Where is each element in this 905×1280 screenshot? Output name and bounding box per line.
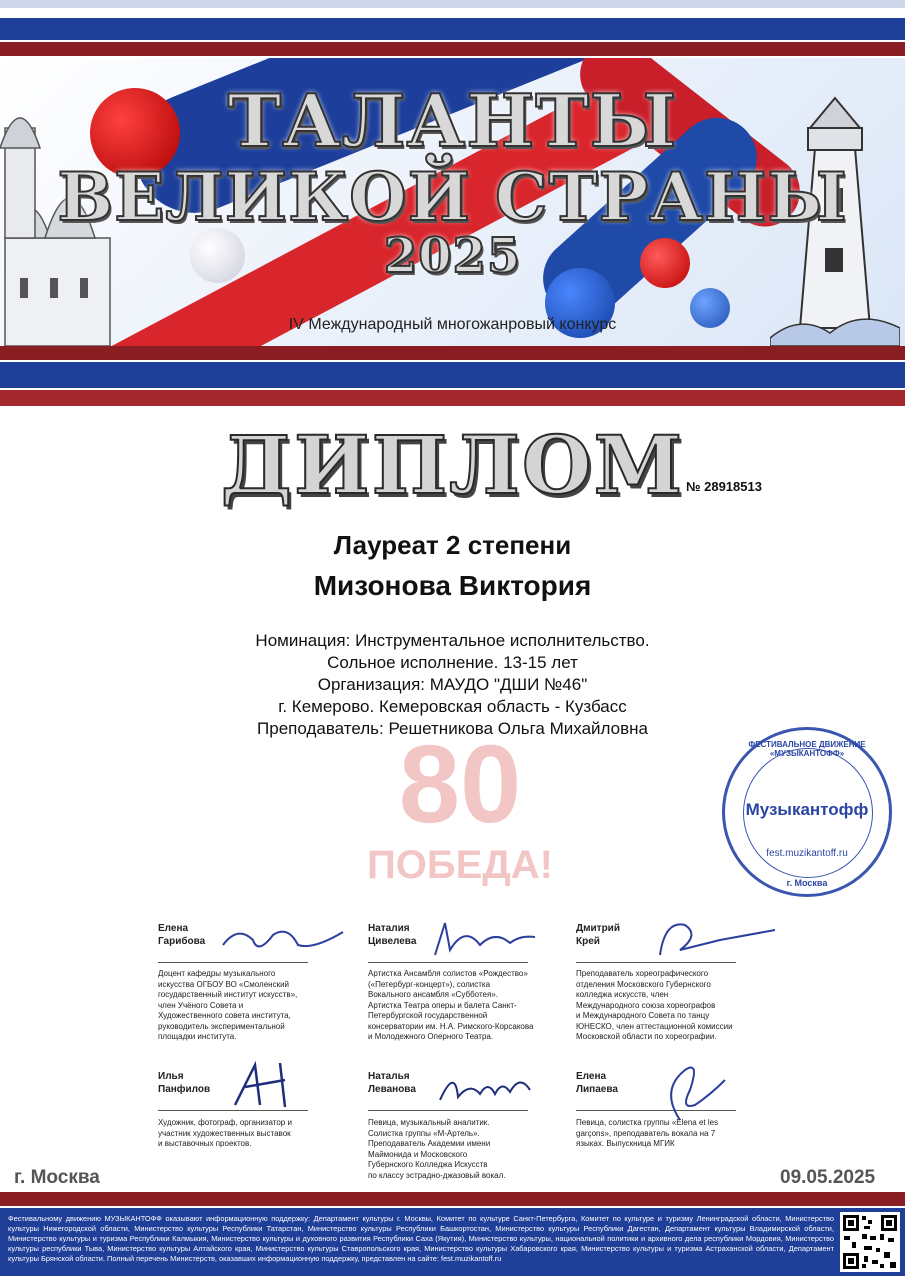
signer-name: Илья Панфилов <box>158 1071 211 1095</box>
watermark-number: 80 <box>398 723 522 846</box>
footer-support-text: Фестивальному движению МУЗЫКАНТОФФ оказывают информационную поддержку: Департамент культуры г. Москвы, Комитет по культуре Санкт-Петербурга, Комитет по культуре и туризму Ленинградской области, Министерство культуры Нижегородской области, Министерство культуры Республики Татарстан, Министерство культуры Республики Башкортостан, Министерство культуры Республики Дагестан, Департамент культуры Владимирской области, Министерство культуры и туризма Республики Калмыкия, Министерство культуры и духовного развития Республики Саха (Якутия), Министерство культуры, национальной политики и архивного дела республики Мордовия, Министерство культуры республики Тыва, Министерство культуры Алтайского края, Министерство культуры Ставропольского края, Министерство культуры Хабаровского края, Министерство культуры и туризма Астраханской области, Департамент культуры Брянской области. Полный перечень Министерств, оказавших информационную поддержку, представлен на сайте: fest.muzikantoff.ru <box>8 1214 834 1263</box>
detail-line: Номинация: Инструментальное исполнительство. <box>255 631 650 650</box>
top-stripe-blue <box>0 0 905 8</box>
mid-stripe-red <box>0 346 905 360</box>
banner-subtitle: IV Международный многожанровый конкурс <box>288 316 617 333</box>
mid-stripe-red2 <box>0 390 905 406</box>
detail-line: Преподаватель: Решетникова Ольга Михайловна <box>257 719 648 738</box>
diploma-details <box>0 630 905 740</box>
place: г. Москва <box>14 1167 100 1188</box>
issue-date: 09.05.2025 <box>780 1167 876 1188</box>
signer-desc: Художник, фотограф, организатор и участник художественных выставок и выставочных проектов. <box>158 1118 292 1148</box>
banner-year: 2025 <box>383 228 522 284</box>
signature-garibova <box>218 920 348 960</box>
watermark-text: ПОБЕДА! <box>367 843 553 887</box>
detail-line: Сольное исполнение. 13-15 лет <box>327 653 578 672</box>
detail-line: г. Кемерово. Кемеровская область - Кузбасс <box>278 697 627 716</box>
qr-code-icon[interactable] <box>840 1212 900 1272</box>
signer-desc: Преподаватель хореографического отделения Московского Губернского колледжа искусств, член Международного союза хореографов и Международного Совета по танцу ЮНЕСКО, член аттестационной комиссии Московской области по хореографии. <box>576 969 733 1041</box>
signer-name: Дмитрий Крей <box>576 923 620 947</box>
signer-name: Елена Липаева <box>576 1071 618 1095</box>
mid-stripe-navy <box>0 362 905 388</box>
organization-stamp <box>722 727 892 897</box>
signature-krey <box>650 910 780 965</box>
award-level: Лауреат 2 степени <box>333 530 572 560</box>
signature-levanova <box>430 1062 540 1107</box>
signer-name: Елена Гарибова <box>158 923 206 947</box>
signer-desc: Доцент кафедры музыкального искусства ОГБОУ ВО «Смоленский государственный институт искусств», член Учёного Совета и Художественного совета института, руководитель экспериментальной площадки института. <box>158 969 298 1041</box>
signature-tsiveleva <box>425 915 545 965</box>
signer-desc: Артистка Ансамбля солистов «Рождество» («Петербург-концерт»), солистка Вокального ансамбля «Субботея». Артистка Театра оперы и балета Санкт- Петербургской государственной консерватории им. Н.А. Римского-Корсакова и Молодежного Оперного Театра. <box>368 969 534 1041</box>
stamp-brand: Музыкантофф <box>745 800 869 819</box>
signer-name: Наталья Леванова <box>368 1071 416 1095</box>
signature-lipaeva <box>640 1050 730 1125</box>
banner-title-line2: ВЕЛИКОЙ СТРАНЫ <box>57 158 848 236</box>
signer-desc: Певица, музыкальный аналитик. Солистка группы «М-Артель». Преподаватель Академии имени Маймонида и Московского Губернского Колледжа Искусств по классу эстрадно-джазовый вокал. <box>368 1118 506 1180</box>
stamp-city: г. Москва <box>786 878 828 888</box>
recipient-name: Мизонова Виктория <box>313 570 592 601</box>
stamp-ring-text: ФЕСТИВАЛЬНОЕ ДВИЖЕНИЕ «МУЗЫКАНТОФФ» <box>748 740 866 758</box>
diploma-title: ДИПЛОМ <box>220 418 685 512</box>
stamp-site: fest.muzikantoff.ru <box>766 848 848 859</box>
diploma-number: № 28918513 <box>686 479 762 494</box>
top-stripe-red <box>0 42 905 56</box>
signature-line <box>368 1110 528 1111</box>
signer-desc: Певица, солистка группы «Elena et les garçons», преподаватель вокала на 7 языках. Выпускница МГИК <box>576 1118 719 1148</box>
banner-title-line1: ТАЛАНТЫ <box>227 78 678 163</box>
signature-line <box>158 962 308 963</box>
signer-name: Наталия Цивелева <box>368 923 417 947</box>
footer-stripe-red <box>0 1192 905 1206</box>
detail-line: Организация: МАУДО "ДШИ №46" <box>317 675 588 694</box>
signature-panfilov <box>225 1055 305 1115</box>
header-banner <box>0 58 905 346</box>
top-stripe-navy <box>0 18 905 40</box>
victory-watermark <box>340 723 580 890</box>
